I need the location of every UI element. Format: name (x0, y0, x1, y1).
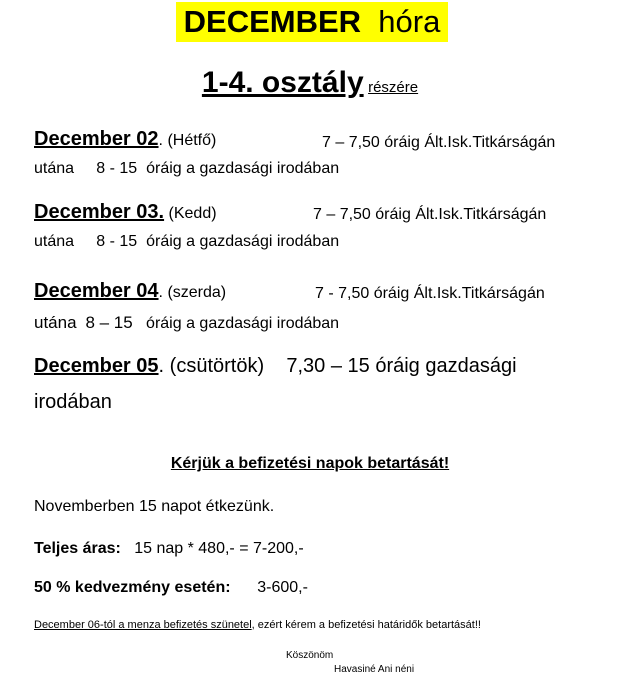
entry-after-place: óráig a gazdasági irodában (146, 233, 340, 250)
entry-day: (szerda) (167, 284, 227, 301)
schedule-entry-dec05 (34, 355, 517, 378)
schedule-entry-dec03 (34, 201, 217, 224)
entry-day: (Kedd) (168, 205, 217, 222)
days-line: Novemberben 15 napot étkezünk. (34, 498, 275, 515)
entry-after-label: utána (34, 160, 75, 177)
reminder-heading: Kérjük a befizetési napok betartását! (170, 455, 450, 472)
signature-thanks: Köszönöm (286, 650, 334, 661)
discount-value: 3-600,- (257, 579, 308, 596)
note-underlined: December 06-tól a menza befizetés szünetel (34, 619, 252, 631)
entry-after-place: óráig a gazdasági irodában (146, 160, 340, 177)
entry-date-suffix: . (158, 132, 163, 149)
entry-time-text: 7 - 7,50 óráig (315, 285, 410, 302)
entry-date: December 02 (34, 128, 159, 150)
entry-time-text: 7,30 – 15 óráig gazdasági (286, 355, 517, 377)
entry-time-text: 7 – 7,50 óráig (322, 134, 420, 151)
title-month-suffix: hóra (378, 4, 441, 39)
entry-after-line (34, 160, 339, 178)
subtitle-suffix: részére (368, 79, 419, 96)
entry-after-label: utána (34, 313, 77, 332)
entry-after-place: óráig a gazdasági irodában (146, 315, 340, 332)
entry-time-text: 7 – 7,50 óráig (313, 206, 411, 223)
entry-date: December 04 (34, 280, 159, 302)
schedule-entry-dec02 (34, 128, 216, 151)
full-price-label: Teljes áras: (34, 540, 121, 557)
title-month: DECEMBER (183, 4, 362, 39)
entry-date: December 03. (34, 201, 165, 223)
entry-time (313, 206, 546, 224)
full-price-value: 15 nap * 480,- = 7-200,- (134, 540, 304, 557)
full-price-line (34, 540, 304, 558)
entry-day: (Hétfő) (167, 132, 217, 149)
entry-place: Ált.Isk.Titkárságán (413, 285, 545, 302)
entry-place: Ált.Isk.Titkárságán (424, 134, 556, 151)
entry-after-time: 8 - 15 (96, 160, 138, 177)
note-rest: , ezért kérem a befizetési határidők betartását!! (251, 619, 481, 631)
closing-note (34, 619, 481, 631)
entry-after-line (34, 233, 339, 251)
entry-after-line (34, 313, 339, 333)
signature-name: Havasiné Ani néni (334, 664, 415, 675)
entry-place: Ált.Isk.Titkárságán (415, 206, 547, 223)
entry-after-time: 8 - 15 (96, 233, 138, 250)
entry-date-suffix: . (158, 355, 165, 377)
entry-time (322, 134, 555, 152)
subtitle-classes: 1-4. osztály (201, 66, 364, 99)
discount-line (34, 579, 308, 597)
entry-date-suffix: . (158, 284, 163, 301)
entry-after-label: utána (34, 233, 75, 250)
entry-place-line2: irodában (34, 391, 112, 413)
page-subtitle (0, 66, 620, 100)
entry-date: December 05 (34, 355, 159, 377)
entry-day: (csütörtök) (169, 355, 265, 377)
discount-label: 50 % kedvezmény esetén: (34, 579, 231, 596)
page-title (176, 2, 448, 42)
entry-after-time: 8 – 15 (85, 313, 133, 332)
schedule-entry-dec04 (34, 280, 226, 303)
entry-time (315, 285, 545, 303)
